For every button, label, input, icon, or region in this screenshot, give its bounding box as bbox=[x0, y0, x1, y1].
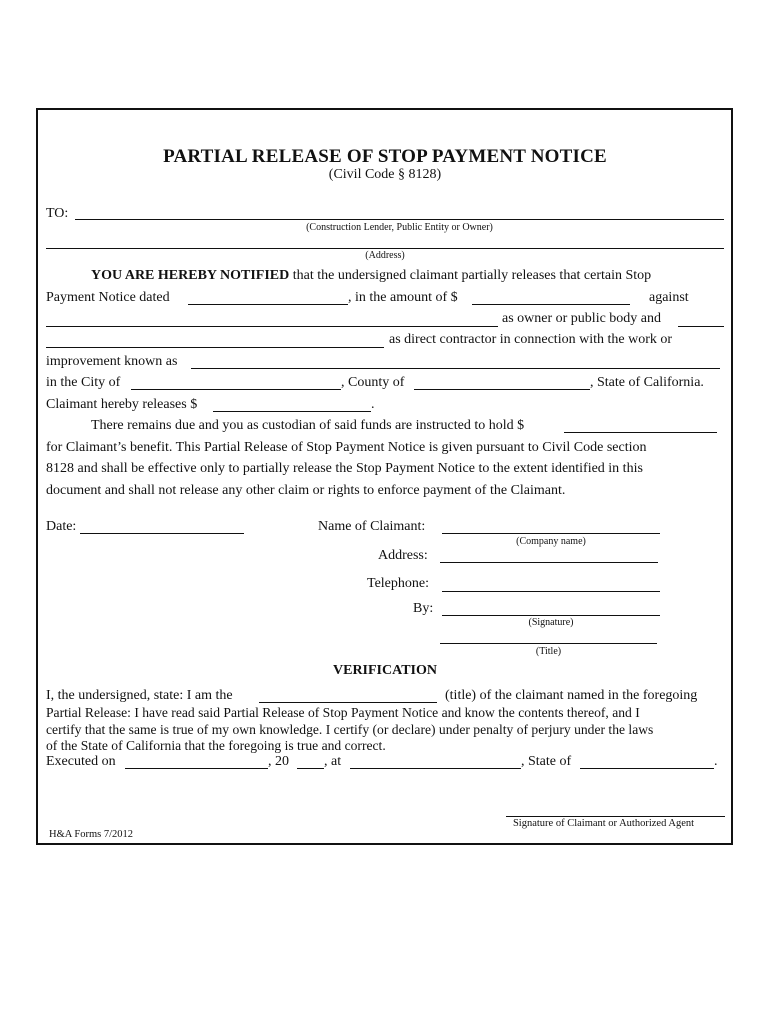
notice-line-11: document and shall not release any other claim or rights to enforce payment of the Claimant. bbox=[46, 483, 566, 498]
notice-line-5: improvement known as bbox=[46, 354, 178, 369]
telephone-field[interactable] bbox=[442, 591, 660, 592]
executed-at-label: , at bbox=[324, 754, 342, 769]
amount-field[interactable] bbox=[472, 304, 630, 305]
notice-line-6b: , County of bbox=[341, 375, 405, 390]
address-caption: (Address) bbox=[365, 250, 405, 261]
executed-state-label: , State of bbox=[521, 754, 572, 769]
to-field[interactable] bbox=[75, 219, 724, 220]
date-label: Date: bbox=[46, 519, 77, 534]
notice-line-8: There remains due and you as custodian of said funds are instructed to hold $ bbox=[91, 418, 525, 433]
claimant-name-label: Name of Claimant: bbox=[318, 519, 426, 534]
executed-state-field[interactable] bbox=[580, 768, 714, 769]
signature-field[interactable] bbox=[442, 615, 660, 616]
verification-line-2: Partial Release: I have read said Partial Release of Stop Payment Notice and know the contents thereof, and I bbox=[46, 705, 640, 720]
executed-year-label: , 20 bbox=[268, 754, 289, 769]
notice-line-3: as owner or public body and bbox=[502, 311, 662, 326]
release-amount-field[interactable] bbox=[213, 411, 371, 412]
form-subtitle: (Civil Code § 8128) bbox=[328, 167, 442, 182]
date-field[interactable] bbox=[80, 533, 244, 534]
address-field[interactable] bbox=[46, 248, 724, 249]
notice-line-2b: , in the amount of $ bbox=[348, 290, 458, 305]
executed-period: . bbox=[714, 754, 718, 769]
executed-year-field[interactable] bbox=[297, 768, 324, 769]
notice-line-10: 8128 and shall be effective only to partially release the Stop Payment Notice to the extent identified in this bbox=[46, 461, 643, 476]
notice-bold-lead: YOU ARE HEREBY NOTIFIED bbox=[91, 268, 290, 283]
executed-date-field[interactable] bbox=[125, 768, 268, 769]
hold-amount-field[interactable] bbox=[564, 432, 717, 433]
notice-line-6c: , State of California. bbox=[590, 375, 704, 390]
notice-line-9: for Claimant’s benefit. This Partial Release of Stop Payment Notice is given pursuant to Civil Code section bbox=[46, 440, 647, 455]
owner-extra-field[interactable] bbox=[678, 326, 724, 327]
county-field[interactable] bbox=[414, 389, 590, 390]
verification-heading: VERIFICATION bbox=[333, 663, 437, 678]
notice-line-6a: in the City of bbox=[46, 375, 121, 390]
executed-place-field[interactable] bbox=[350, 768, 521, 769]
by-label: By: bbox=[413, 601, 434, 616]
verification-line-1a: I, the undersigned, state: I am the bbox=[46, 688, 233, 703]
verification-title-field[interactable] bbox=[259, 702, 437, 703]
notice-line-1 bbox=[91, 268, 651, 284]
notice-date-field[interactable] bbox=[188, 304, 348, 305]
verification-line-4: of the State of California that the foregoing is true and correct. bbox=[46, 738, 386, 753]
form-title: PARTIAL RELEASE OF STOP PAYMENT NOTICE bbox=[163, 146, 607, 167]
improvement-field[interactable] bbox=[191, 368, 720, 369]
notice-line-7b: . bbox=[371, 397, 375, 412]
executed-on-label: Executed on bbox=[46, 754, 116, 769]
title-field[interactable] bbox=[440, 643, 657, 644]
contractor-field[interactable] bbox=[46, 347, 384, 348]
notice-line-4: as direct contractor in connection with the work or bbox=[389, 332, 673, 347]
to-label: TO: bbox=[46, 206, 69, 221]
claimant-address-label: Address: bbox=[378, 548, 428, 563]
verification-line-1b: (title) of the claimant named in the foregoing bbox=[445, 688, 698, 703]
form-footer: H&A Forms 7/2012 bbox=[49, 829, 134, 840]
owner-field[interactable] bbox=[46, 326, 498, 327]
city-field[interactable] bbox=[131, 389, 341, 390]
verification-line-3: certify that the same is true of my own knowledge. I certify (or declare) under penalty of perjury under the laws bbox=[46, 722, 654, 737]
notice-line-1-rest: that the undersigned claimant partially releases that certain Stop bbox=[292, 268, 652, 283]
company-caption: (Company name) bbox=[516, 536, 586, 547]
agent-signature-field[interactable] bbox=[506, 816, 725, 817]
notice-line-7a: Claimant hereby releases $ bbox=[46, 397, 198, 412]
title-caption: (Title) bbox=[535, 646, 562, 657]
notice-line-2a: Payment Notice dated bbox=[46, 290, 170, 305]
agent-signature-caption: Signature of Claimant or Authorized Agent bbox=[512, 818, 695, 829]
notice-line-2c: against bbox=[649, 290, 689, 305]
claimant-address-field[interactable] bbox=[440, 562, 658, 563]
to-caption: (Construction Lender, Public Entity or Owner) bbox=[306, 222, 493, 233]
telephone-label: Telephone: bbox=[367, 576, 429, 591]
claimant-name-field[interactable] bbox=[442, 533, 660, 534]
signature-caption: (Signature) bbox=[528, 617, 574, 628]
